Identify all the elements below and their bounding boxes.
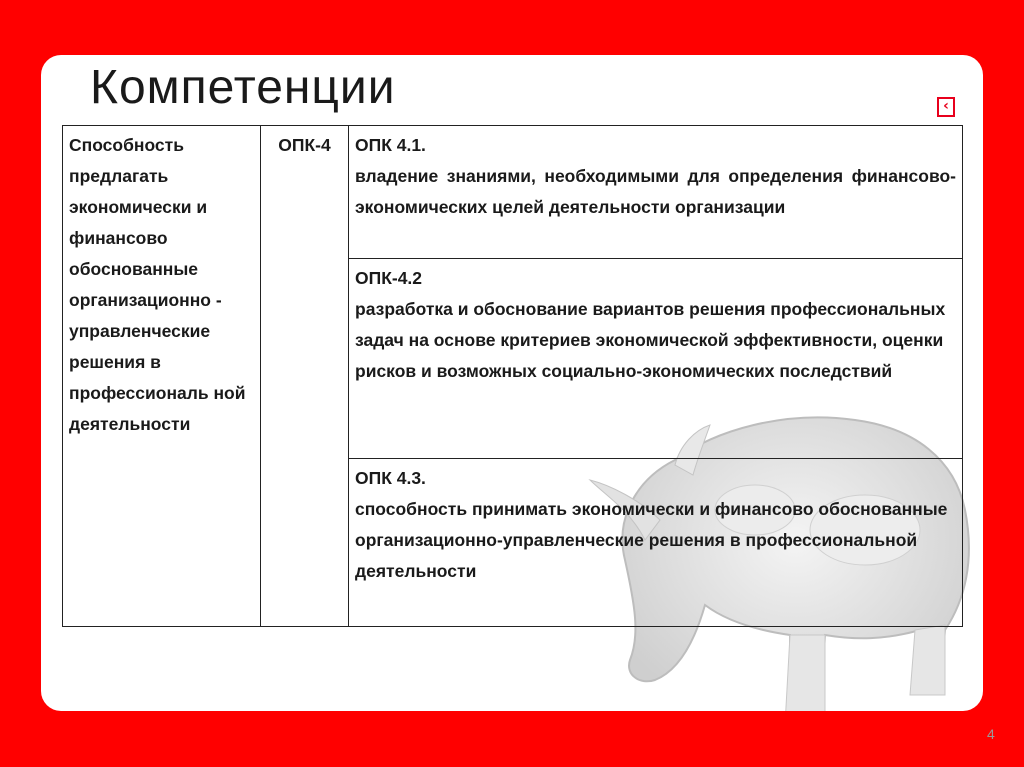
page-title: Компетенции	[90, 61, 396, 114]
back-arrow-icon[interactable]: ‹	[937, 97, 955, 117]
competence-table	[62, 125, 963, 627]
competence-description-cell: Способность предлагать экономически и финансово обоснованные организационно - управленческие решения в профессиональ ной деятельности	[63, 126, 261, 627]
indicator-text: разработка и обоснование вариантов решения профессиональных задач на основе критериев экономической эффективности, оценки рисков и возможных социально-экономических последствий	[355, 299, 946, 381]
indicator-text: владение знаниями, необходимыми для определения финансово-экономических целей деятельности организации	[355, 166, 956, 217]
indicator-cell	[349, 459, 963, 627]
indicator-cell	[349, 259, 963, 459]
competence-code-cell: ОПК-4	[261, 126, 349, 627]
indicator-code: ОПК 4.3.	[355, 468, 426, 488]
indicator-cell	[349, 126, 963, 259]
indicator-code: ОПК 4.1.	[355, 135, 426, 155]
indicator-text: способность принимать экономически и финансово обоснованные организационно-управленческие решения в профессиональной деятельности	[355, 499, 948, 581]
page-number: 4	[987, 726, 995, 742]
table-row	[63, 126, 963, 259]
indicator-code: ОПК-4.2	[355, 268, 423, 288]
